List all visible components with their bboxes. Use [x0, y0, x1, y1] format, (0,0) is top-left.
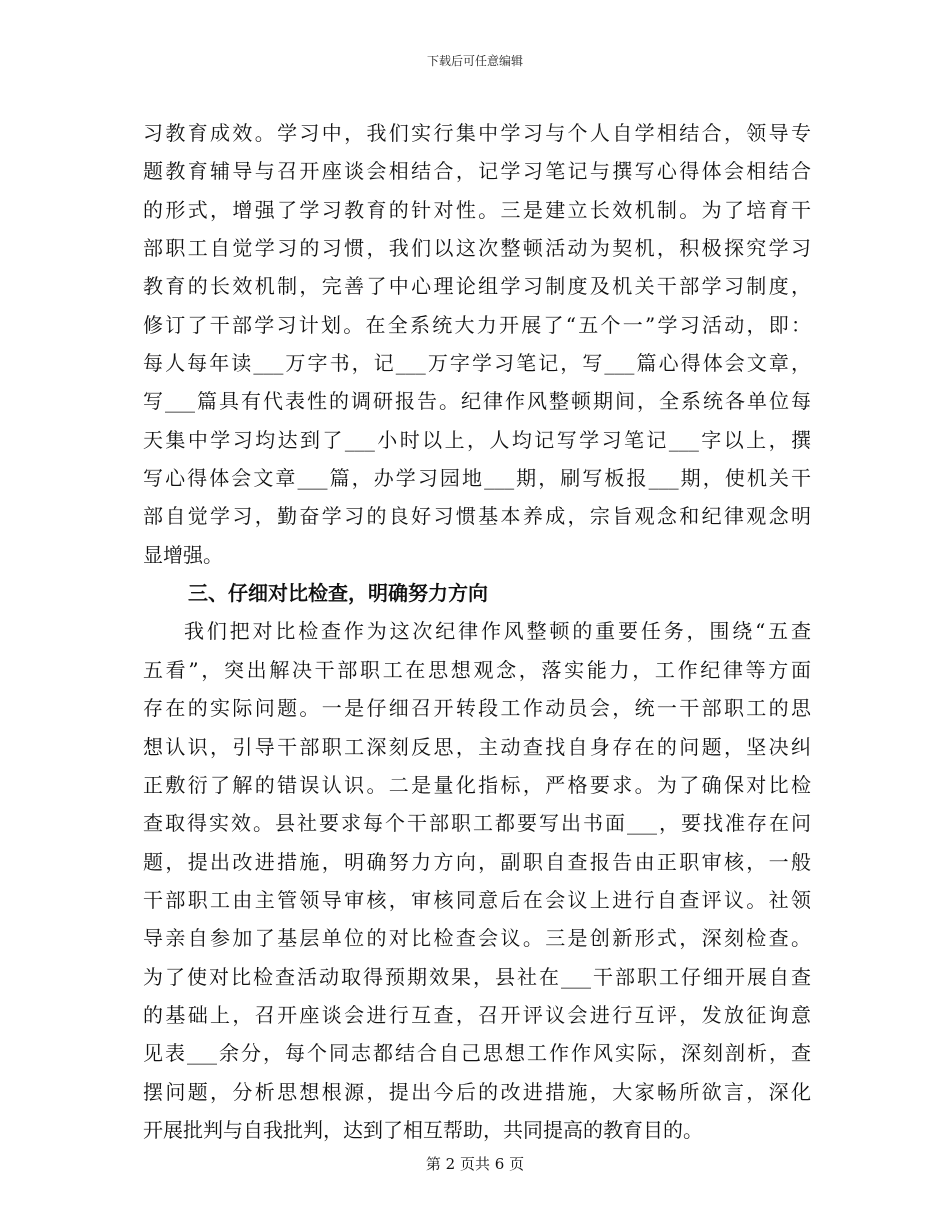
text-line: 查取得实效。县社要求每个干部职工都要写出书面___，要找准存在问	[143, 811, 811, 836]
text-line: 摆问题，分析思想根源，提出今后的改进措施，大家畅所欲言，深化	[143, 1079, 811, 1104]
text-line: 为了使对比检查活动取得预期效果，县社在___干部职工仔细开展自查	[143, 964, 811, 989]
text-line: 题教育辅导与召开座谈会相结合，记学习笔记与撰写心得体会相结合	[143, 159, 811, 184]
paragraph	[143, 612, 811, 1149]
paragraph	[143, 114, 811, 574]
section-heading: 三、仔细对比检查，明确努力方向	[188, 581, 488, 606]
text-line: 写心得体会文章___篇，办学习园地___期，刷写板报___期，使机关干	[143, 466, 811, 491]
text-line: 见表___余分，每个同志都结合自己思想工作作风实际，深刻剖析，查	[143, 1041, 811, 1066]
text-line: 每人每年读___万字书，记___万字学习笔记，写___篇心得体会文章，	[143, 351, 811, 376]
text-line: 教育的长效机制，完善了中心理论组学习制度及机关干部学习制度，	[143, 274, 811, 299]
text-line: 题，提出改进措施，明确努力方向，副职自查报告由正职审核，一般	[143, 849, 811, 874]
text-line: 的基础上，召开座谈会进行互查，召开评议会进行互评，发放征询意	[143, 1002, 811, 1027]
text-line: 我们把对比检查作为这次纪律作风整顿的重要任务，围绕“五查	[184, 619, 811, 644]
text-line: 的形式，增强了学习教育的针对性。三是建立长效机制。为了培育干	[143, 197, 811, 222]
document-body	[143, 114, 811, 1149]
text-line: 写___篇具有代表性的调研报告。纪律作风整顿期间，全系统各单位每	[143, 389, 811, 414]
text-line: 想认识，引导干部职工深刻反思，主动查找自身存在的问题，坚决纠	[143, 734, 811, 759]
text-line: 部职工自觉学习的习惯，我们以这次整顿活动为契机，积极探究学习	[143, 236, 811, 261]
page-number: 第 2 页共 6 页	[425, 1155, 525, 1173]
text-line: 天集中学习均达到了___小时以上，人均记写学习笔记___字以上，撰	[143, 427, 811, 452]
text-line: 五看”，突出解决干部职工在思想观念，落实能力，工作纪律等方面	[143, 657, 811, 682]
text-line: 存在的实际问题。一是仔细召开转段工作动员会，统一干部职工的思	[143, 696, 811, 721]
text-line: 正敷衍了解的错误认识。二是量化指标，严格要求。为了确保对比检	[143, 772, 811, 797]
text-line: 干部职工由主管领导审核，审核同意后在会议上进行自查评议。社领	[143, 887, 811, 912]
text-line: 显增强。	[143, 542, 223, 567]
text-line: 习教育成效。学习中，我们实行集中学习与个人自学相结合，领导专	[143, 121, 811, 145]
page-header: 下载后可任意编辑	[426, 54, 523, 68]
text-line: 导亲自参加了基层单位的对比检查会议。三是创新形式，深刻检查。	[143, 926, 811, 951]
text-line: 开展批判与自我批判，达到了相互帮助，共同提高的教育目的。	[143, 1117, 703, 1142]
text-line: 部自觉学习，勤奋学习的良好习惯基本养成，宗旨观念和纪律观念明	[143, 504, 811, 529]
text-line: 修订了干部学习计划。在全系统大力开展了“五个一”学习活动，即：	[143, 312, 811, 337]
